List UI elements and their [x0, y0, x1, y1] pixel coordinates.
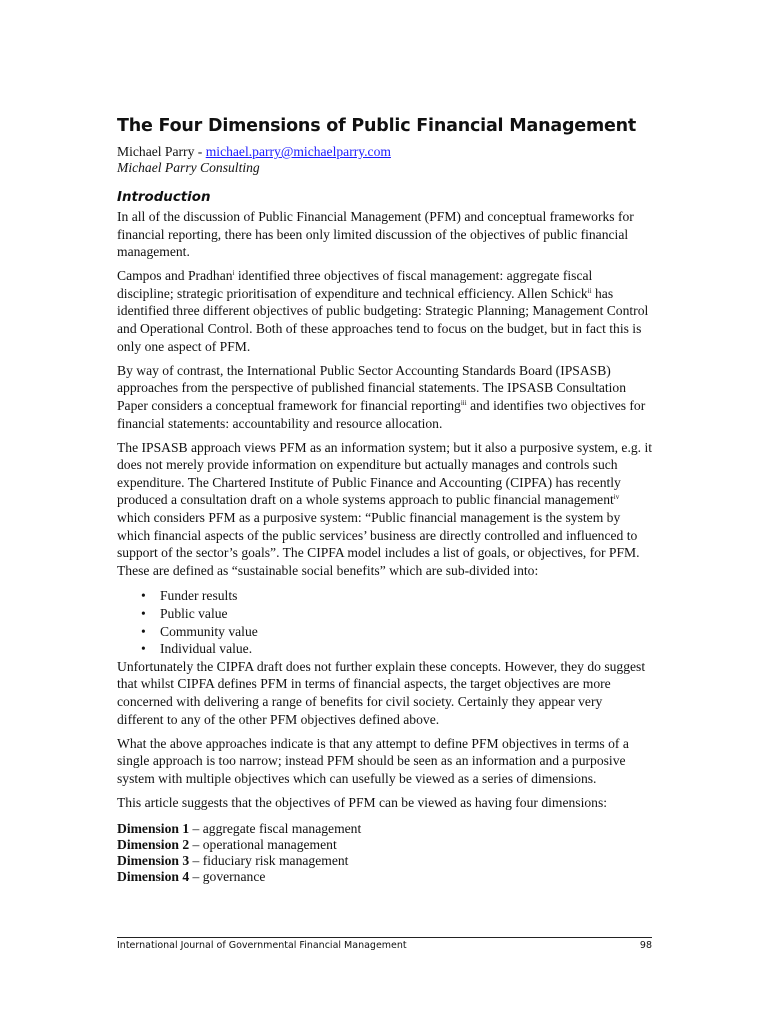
- section-heading-introduction: Introduction: [117, 190, 211, 205]
- list-item-text: Individual value.: [160, 641, 253, 657]
- dimension-text: – governance: [189, 869, 266, 885]
- paragraph-2: [117, 267, 652, 355]
- endnote-ref-i[interactable]: i: [232, 269, 235, 278]
- list-item-text: Funder results: [160, 588, 238, 604]
- list-item: [117, 640, 652, 658]
- bullet-icon: •: [141, 588, 146, 604]
- author-email-link[interactable]: michael.parry@michaelparry.com: [205, 144, 391, 159]
- dimension-label: Dimension 2: [117, 836, 190, 852]
- paragraph-4-text-b: which considers PFM as a purposive system: “Public financial management is the system by which financial aspects of the public services’ business are directly controlled and influenced to support of the sector’s goals”. The CIPFA model includes a list of goals, or objectives, for PFM. These are defined as “sustainable social benefits” which are sub-divided into:: [117, 510, 640, 578]
- dimension-item: [117, 821, 652, 837]
- list-item-text: Public value: [160, 605, 228, 621]
- benefit-list: [117, 587, 652, 657]
- endnote-ref-iii[interactable]: iii: [460, 398, 467, 407]
- dimensions-list: [117, 821, 652, 886]
- bullet-icon: •: [141, 605, 146, 621]
- bullet-icon: •: [141, 641, 146, 657]
- page-footer: [117, 937, 652, 951]
- dimension-text: – aggregate fiscal management: [189, 820, 362, 836]
- paragraph-4-text-a: The IPSASB approach views PFM as an information system; but it also a purposive system, e.g. it does not merely provide information on expenditure but actually manages and controls such expenditure. The Chartered Institute of Public Finance and Accounting (CIPFA) has recently produced a consultation draft on a whole systems approach to public financial management: [117, 439, 653, 508]
- article-title: The Four Dimensions of Public Financial Management: [117, 116, 637, 136]
- bullet-icon: •: [141, 623, 146, 639]
- author-line: [117, 144, 652, 160]
- dimension-item: [117, 837, 652, 853]
- article-page: [117, 116, 652, 885]
- paragraph-3-text-a: By way of contrast, the International Public Sector Accounting Standards Board (IPSASB) approaches from the perspective of published financial statements. The IPSASB Consultation Paper considers a conceptual framework for financial reporting: [117, 362, 627, 413]
- paragraph-2-text-c: has identified three different objectives of public budgeting: Strategic Planning; Management Control and Operational Control. Both of these approaches tend to focus on the budget, but in fact this is only one aspect of PFM.: [117, 285, 649, 354]
- paragraph-5: Unfortunately the CIPFA draft does not further explain these concepts. However, they do suggest that whilst CIPFA defines PFM in terms of financial aspects, the target objectives are more concerned with delivering a range of benefits for civil society. Certainly they appear very different to any of the other PFM objectives defined above.: [117, 658, 646, 727]
- author-name: Michael Parry -: [117, 144, 206, 159]
- dimension-item: [117, 869, 652, 885]
- paragraph-2-text-b: identified three objectives of fiscal management: aggregate fiscal discipline; strategic prioritisation of expenditure and technical efficiency. Allen Schick: [117, 268, 593, 301]
- footer-journal-name: International Journal of Governmental Financial Management: [117, 940, 407, 951]
- dimension-label: Dimension 4: [117, 869, 190, 885]
- paragraph-3-text-b: and identifies two objectives for financial statements: accountability and resource allocation.: [117, 397, 646, 431]
- paragraph-4: [117, 439, 652, 580]
- paragraph-3: [117, 362, 652, 432]
- list-item-text: Community value: [160, 623, 258, 639]
- paragraph-6: What the above approaches indicate is that any attempt to define PFM objectives in terms of a single approach is too narrow; instead PFM should be seen as an information and a purposive system with multiple objectives which can usefully be viewed as a series of dimensions.: [117, 735, 629, 786]
- list-item: [117, 587, 652, 605]
- dimension-text: – operational management: [189, 836, 337, 852]
- footer-page-number: 98: [639, 940, 652, 951]
- list-item: [117, 605, 652, 623]
- paragraph-7: This article suggests that the objectives of PFM can be viewed as having four dimensions:: [117, 794, 608, 810]
- endnote-ref-iv[interactable]: iv: [613, 493, 620, 502]
- paragraph-1: In all of the discussion of Public Financial Management (PFM) and conceptual frameworks for financial reporting, there has been only limited discussion of the objectives of public financial management.: [117, 209, 634, 260]
- dimension-text: – fiduciary risk management: [189, 852, 349, 868]
- dimension-item: [117, 853, 652, 869]
- paragraph-2-text-a: Campos and Pradhan: [117, 268, 233, 284]
- dimension-label: Dimension 3: [117, 852, 190, 868]
- author-organization: Michael Parry Consulting: [117, 160, 260, 175]
- list-item: [117, 623, 652, 641]
- dimension-label: Dimension 1: [117, 820, 190, 836]
- endnote-ref-ii[interactable]: ii: [587, 286, 592, 295]
